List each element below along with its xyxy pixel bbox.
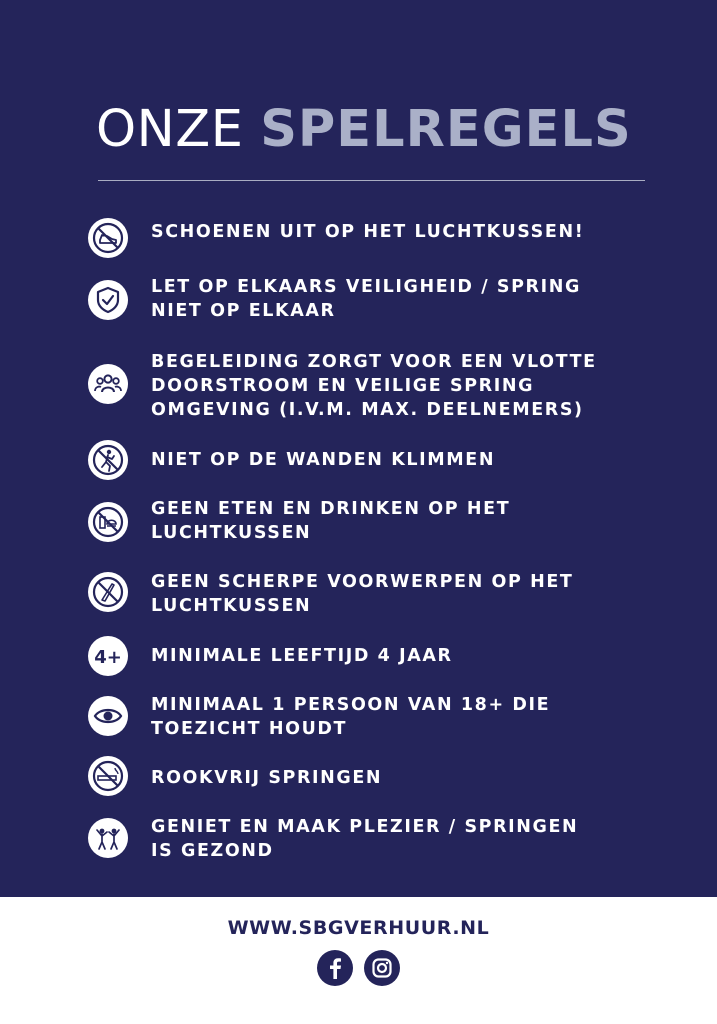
no-smoking-icon [88,756,128,796]
rule-text-1: SCHOENEN UIT OP HET LUCHTKUSSEN! [151,222,585,242]
no-climbing-icon [88,440,128,480]
page-title [96,100,632,160]
footer [0,897,717,1024]
safety-shield-icon [88,280,128,320]
no-food-drink-icon [88,502,128,542]
age-label: 4+ [94,647,122,668]
rule-text-6: GEEN SCHERPE VOORWERPEN OP HET LUCHTKUSSEN [151,572,574,616]
no-sharp-objects-icon [88,572,128,612]
group-people-icon [88,364,128,404]
no-shoes-icon [88,218,128,258]
facebook-icon[interactable] [317,950,353,986]
title-divider [98,180,645,181]
eye-icon [88,696,128,736]
title-part-1: ONZE [96,100,244,159]
rule-text-8: MINIMAAL 1 PERSOON VAN 18+ DIE TOEZICHT HOUDT [151,695,551,739]
celebration-people-icon [88,818,128,858]
rule-text-3: BEGELEIDING ZORGT VOOR EEN VLOTTE DOORSTROOM EN VEILIGE SPRING OMGEVING (I.V.M. MAX. DEELNEMERS) [151,352,597,420]
rule-text-9: ROOKVRIJ SPRINGEN [151,768,383,788]
website-link[interactable]: WWW.SBGVERHUUR.NL [227,917,490,939]
rule-text-2: LET OP ELKAARS VEILIGHEID / SPRING NIET OP ELKAAR [151,277,581,321]
rule-text-4: NIET OP DE WANDEN KLIMMEN [151,450,496,470]
rule-text-5: GEEN ETEN EN DRINKEN OP HET LUCHTKUSSEN [151,499,511,543]
age-4-plus-icon [88,636,128,676]
rule-text-10: GENIET EN MAAK PLEZIER / SPRINGEN IS GEZOND [151,817,579,861]
title-part-2: SPELREGELS [260,100,632,159]
instagram-icon[interactable] [364,950,400,986]
rule-text-7: MINIMALE LEEFTIJD 4 JAAR [151,646,453,666]
